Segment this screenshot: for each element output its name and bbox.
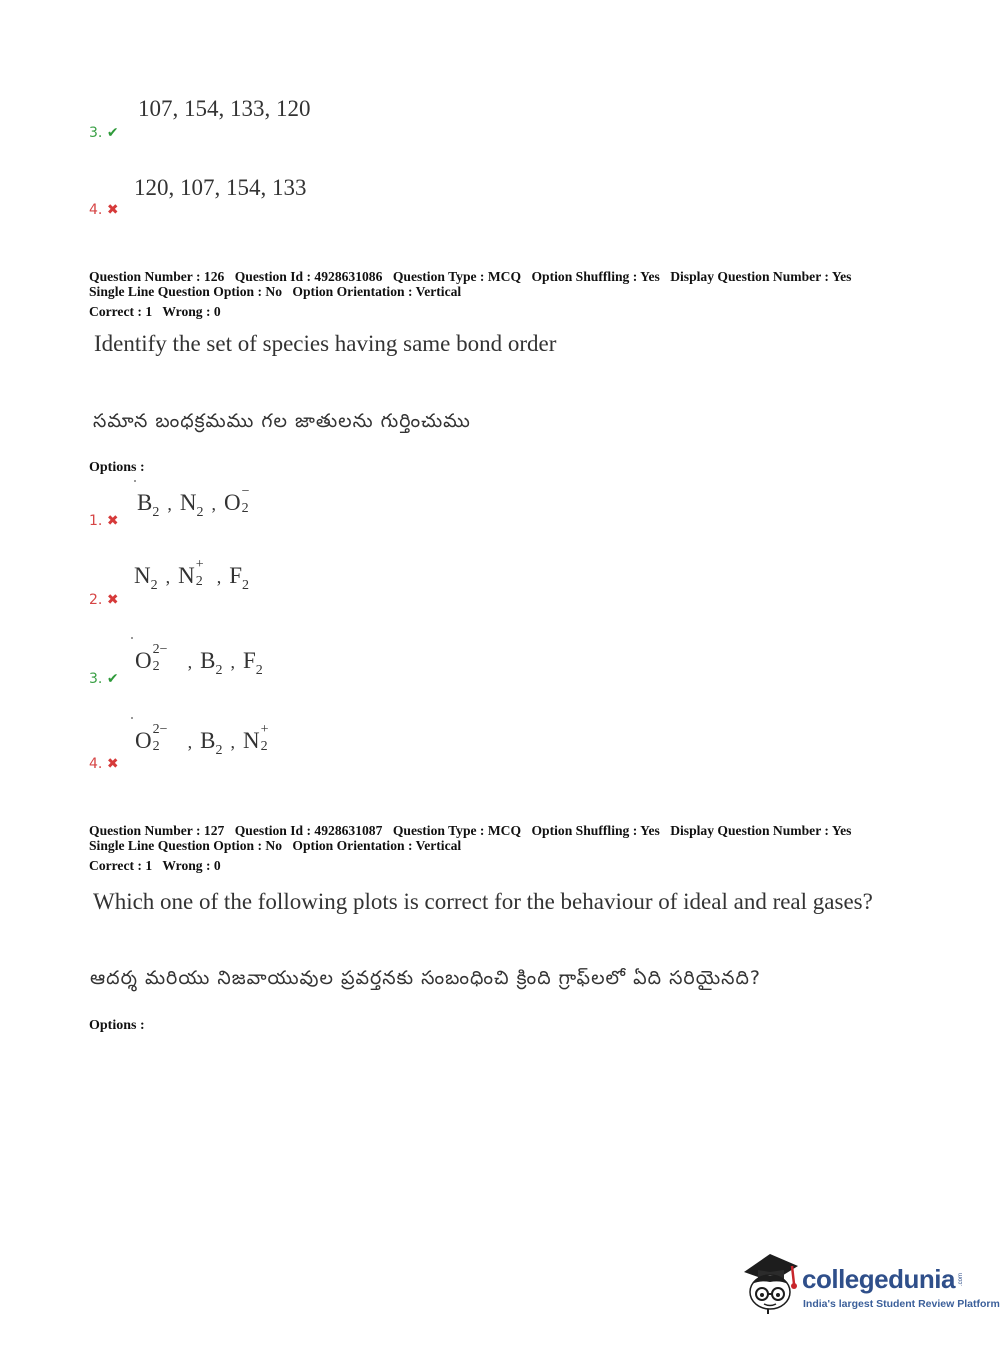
species: $B_2$ [137, 490, 160, 520]
scan-dot [134, 480, 136, 482]
q126-marks [89, 304, 228, 319]
q126-meta-line2 [89, 284, 468, 299]
question-id: Question Id : 4928631086 [234, 269, 383, 284]
cross-icon: ✖ [106, 592, 119, 608]
question-type: Question Type : MCQ [392, 823, 522, 838]
scan-dot [131, 717, 133, 719]
comma: , [230, 652, 235, 672]
prev-option-4-text: 120, 107, 154, 133 [134, 175, 307, 200]
question-number: Question Number : 126 [89, 269, 225, 284]
option-orientation: Option Orientation : Vertical [292, 838, 462, 853]
q126-option-1-formula [137, 484, 255, 521]
comma: , [211, 494, 216, 514]
species: O 2− 2 [135, 642, 168, 674]
single-line-option: Single Line Question Option : No [89, 284, 282, 299]
option-number: 3. [89, 671, 103, 687]
question-id: Question Id : 4928631087 [234, 823, 383, 838]
option-orientation: Option Orientation : Vertical [292, 284, 462, 299]
species: N + 2 [242, 722, 269, 754]
wrong-marks: Wrong : 0 [162, 304, 221, 319]
species: O − 2 [223, 484, 250, 516]
comma: , [230, 732, 235, 752]
question-number: Question Number : 127 [89, 823, 225, 838]
correct-marks: Correct : 1 [89, 304, 153, 319]
q127-meta-line2 [89, 838, 468, 853]
option-shuffling: Option Shuffling : Yes [531, 823, 660, 838]
q126-meta-line1 [89, 269, 858, 284]
check-icon: ✔ [106, 671, 119, 687]
q126-option-2-label [89, 592, 119, 608]
q127-question-te: ఆదర్శ మరియు నిజవాయువుల ప్రవర్తనకు సంబంధించి క్రింది గ్రాఫ్‌లలో ఏది సరియైనది? [90, 967, 761, 989]
scan-dot [131, 637, 133, 639]
option-number: 4. [89, 202, 103, 218]
correct-marks: Correct : 1 [89, 858, 153, 873]
option-number: 1. [89, 513, 103, 529]
q126-option-1-label [89, 513, 119, 529]
check-icon: ✔ [106, 125, 119, 141]
q126-question-en: Identify the set of species having same bond order [94, 331, 557, 356]
q126-option-4-formula [135, 722, 274, 759]
prev-option-3-text: 107, 154, 133, 120 [138, 96, 311, 121]
cross-icon: ✖ [106, 513, 119, 529]
collegedunia-mascot-icon [740, 1250, 804, 1316]
comma: , [187, 732, 193, 752]
option-shuffling: Option Shuffling : Yes [531, 269, 660, 284]
wrong-marks: Wrong : 0 [162, 858, 221, 873]
q126-option-4-label [89, 756, 119, 772]
q127-question-en: Which one of the following plots is correct for the behaviour of ideal and real gases? [93, 889, 873, 914]
single-line-option: Single Line Question Option : No [89, 838, 282, 853]
option-number: 4. [89, 756, 103, 772]
prev-option-4-label [89, 202, 119, 218]
option-number: 3. [89, 125, 103, 141]
prev-option-3-label [89, 125, 119, 141]
species: $B_2$ [200, 648, 223, 678]
q127-meta-line1 [89, 823, 858, 838]
q126-option-2-formula [134, 557, 250, 594]
q126-question-te: సమాన బంధక్రమము గల జాతులను గుర్తించుము [93, 410, 471, 432]
comma: , [167, 494, 172, 514]
collegedunia-logo-text[interactable]: collegedunia [802, 1264, 955, 1294]
species: $B_2$ [200, 728, 223, 758]
q126-options-label: Options : [89, 460, 145, 475]
q127-marks [89, 858, 228, 873]
q126-option-3-label [89, 671, 119, 687]
species: $N_2$ [134, 563, 158, 593]
collegedunia-logo-suffix: .com [958, 1273, 964, 1287]
comma: , [216, 567, 222, 587]
question-type: Question Type : MCQ [392, 269, 522, 284]
species: O 2− 2 [135, 722, 168, 754]
species: $F_2$ [229, 563, 250, 593]
cross-icon: ✖ [106, 202, 119, 218]
cross-icon: ✖ [106, 756, 119, 772]
display-question-number: Display Question Number : Yes [670, 269, 852, 284]
species: $F_2$ [242, 648, 263, 678]
q126-option-3-formula [135, 642, 263, 679]
comma: , [165, 567, 171, 587]
collegedunia-tagline: India's largest Student Review Platform [803, 1298, 1000, 1310]
option-number: 2. [89, 592, 103, 608]
q127-options-label: Options : [89, 1018, 145, 1033]
species: $N_2$ [179, 490, 204, 520]
species: N + 2 [178, 557, 204, 589]
display-question-number: Display Question Number : Yes [670, 823, 852, 838]
comma: , [187, 652, 193, 672]
